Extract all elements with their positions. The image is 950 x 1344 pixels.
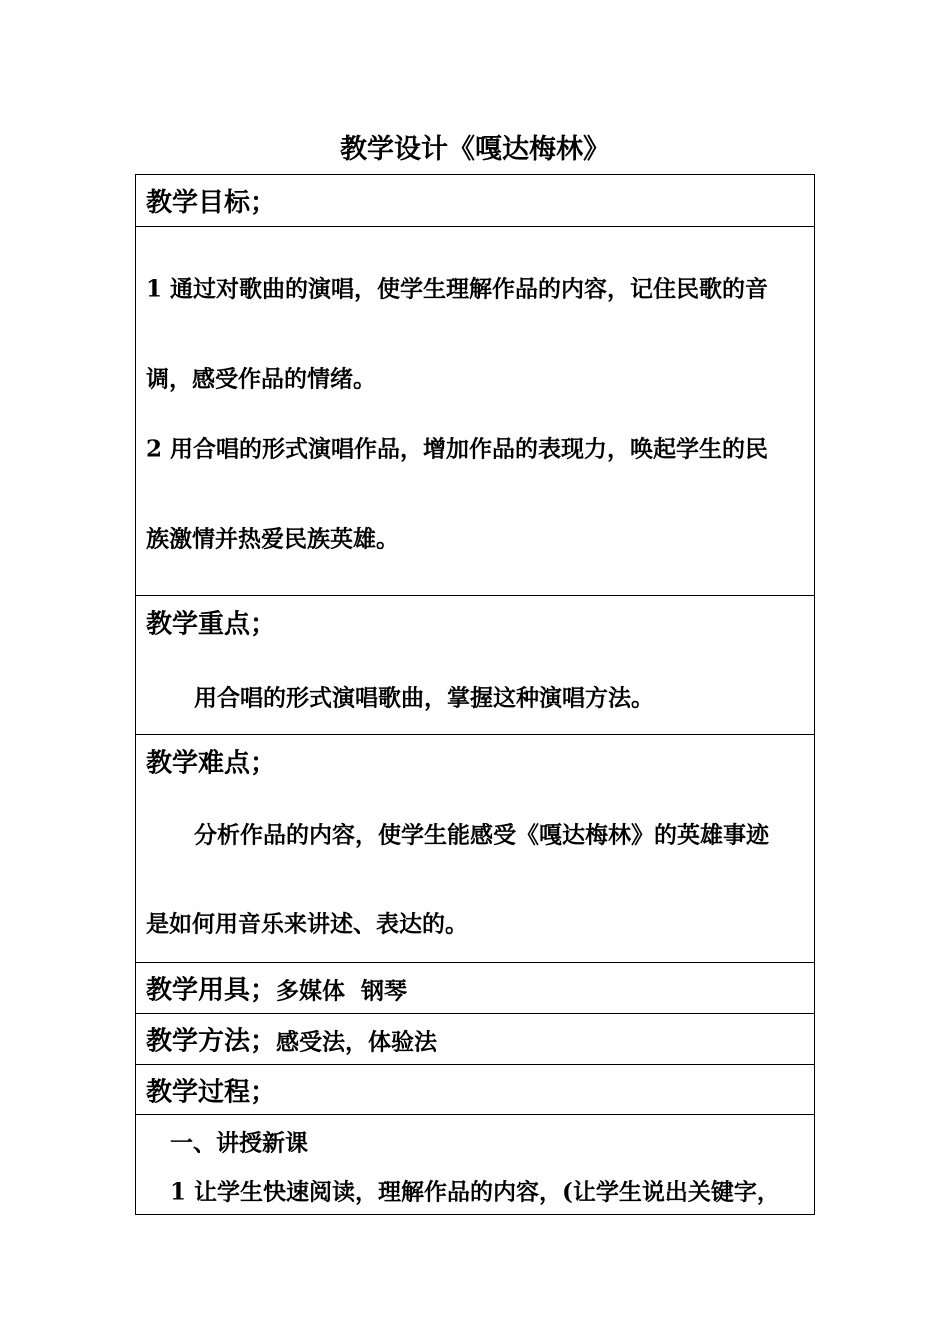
process-line-2: 1 让学生快速阅读，理解作品的内容，(让学生说出关键字， — [170, 1178, 780, 1206]
key-points-line-1: 用合唱的形式演唱歌曲，掌握这种演唱方法。 — [194, 684, 654, 712]
process-heading: 教学过程； — [146, 1077, 277, 1108]
difficulties-heading: 教学难点； — [146, 748, 277, 779]
objectives-heading: 教学目标； — [146, 188, 277, 218]
tools-heading: 教学用具； — [146, 975, 277, 1006]
objectives-content-row — [136, 226, 814, 595]
process-line-1: 一、讲授新课 — [170, 1129, 308, 1157]
tools-cell — [146, 970, 808, 1007]
objectives-line-3: 2 用合唱的形式演唱作品，增加作品的表现力，唤起学生的民 — [146, 435, 769, 463]
objectives-heading-row — [136, 175, 814, 226]
key-points-heading: 教学重点； — [146, 609, 277, 640]
objectives-line-2: 调，感受作品的情绪。 — [146, 365, 376, 393]
methods-heading: 教学方法； — [146, 1026, 277, 1057]
difficulties-row — [136, 734, 814, 962]
lesson-plan-table — [135, 174, 815, 1215]
methods-cell — [146, 1021, 808, 1058]
process-content-row — [136, 1114, 814, 1214]
tools-value: 多媒体 钢琴 — [276, 977, 408, 1005]
objectives-line-1: 1 通过对歌曲的演唱，使学生理解作品的内容，记住民歌的音 — [146, 275, 769, 303]
tools-row — [136, 962, 814, 1013]
difficulties-line-2: 是如何用音乐来讲述、表达的。 — [146, 910, 468, 938]
key-points-row — [136, 595, 814, 734]
objectives-line-4: 族激情并热爱民族英雄。 — [146, 525, 399, 553]
difficulties-line-1: 分析作品的内容，使学生能感受《嘎达梅林》的英雄事迹 — [194, 821, 769, 849]
methods-value: 感受法，体验法 — [276, 1028, 438, 1056]
process-heading-row — [136, 1064, 814, 1114]
methods-row — [136, 1013, 814, 1064]
document-title: 教学设计《嘎达梅林》 — [340, 134, 610, 165]
